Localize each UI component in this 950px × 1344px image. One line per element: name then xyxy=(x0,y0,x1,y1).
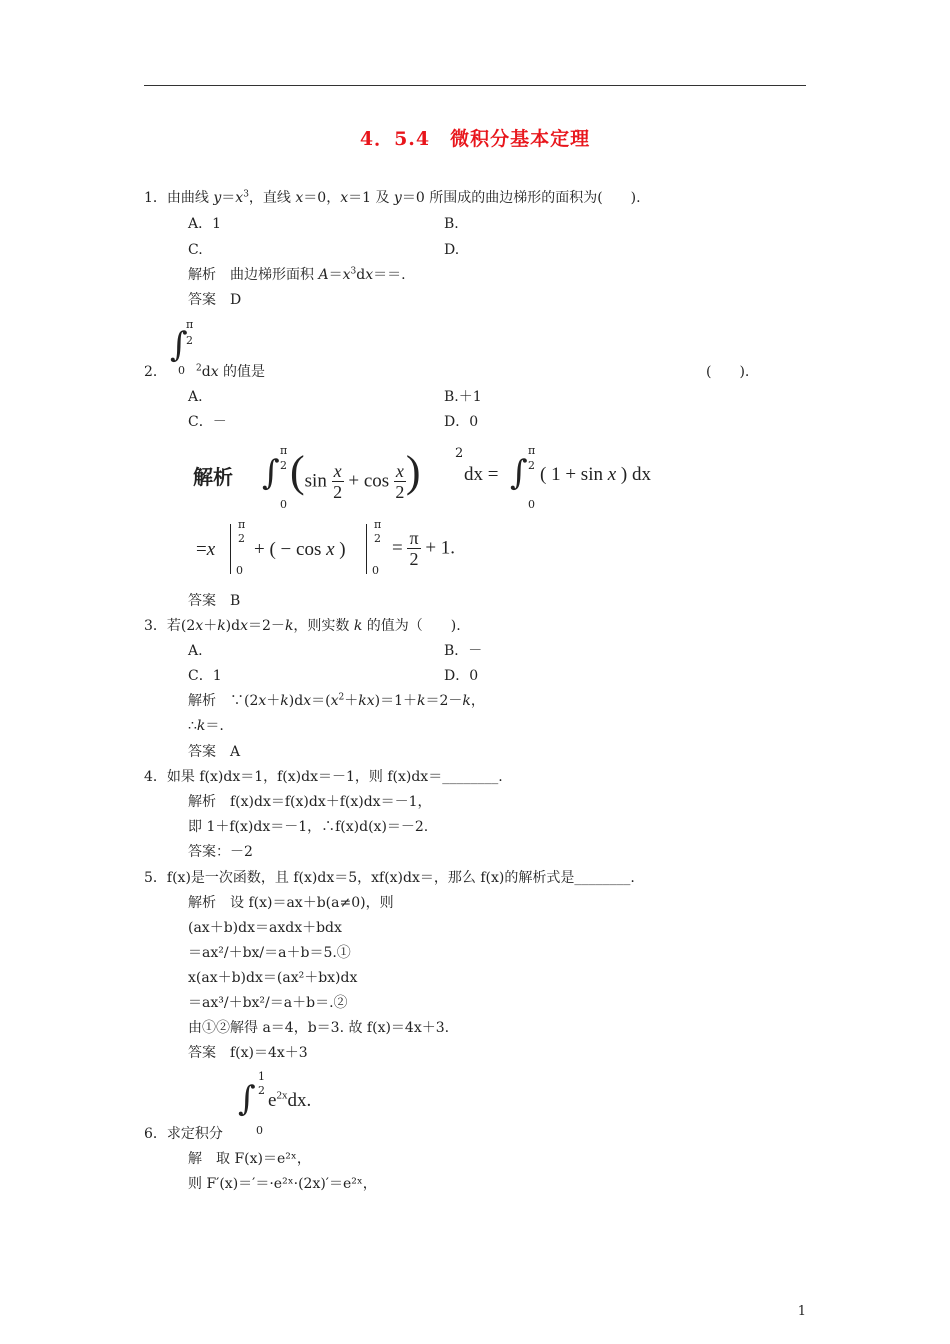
q3-option-b: B．－ xyxy=(444,643,483,659)
q2-square: 2 xyxy=(455,446,464,461)
q3-option-a: A. xyxy=(188,643,203,659)
q4-analysis-2: 即 1＋f(x)dx＝－1，∴f(x)d(x)＝－2. xyxy=(188,819,429,835)
q1-option-a: A．1 xyxy=(188,216,222,232)
q2-dx-1: dx = xyxy=(464,464,499,485)
q5-line-1: 解析 设 f(x)＝ax＋b(a≠0)，则 xyxy=(188,895,394,911)
q6-upper-num: 1 xyxy=(258,1070,265,1083)
q2-row2-middle: + ( − cos x ) xyxy=(254,539,346,560)
q2-lower-limit: 0 xyxy=(178,364,185,377)
q3-answer: 答案 A xyxy=(188,744,241,760)
q1-analysis: 解析 曲边梯形面积 $A=x^3dx==$. xyxy=(188,266,406,283)
q5-answer: 答案 f(x)＝4x＋3 xyxy=(188,1045,308,1061)
q2-analysis-integral-1: ∫ xyxy=(262,453,280,493)
q2-option-d: D．0 xyxy=(444,414,479,430)
q2-number: 2． xyxy=(144,364,167,380)
q2-stem: $^2$dx 的值是 xyxy=(196,363,266,380)
q3-analysis: 解析 $\because(2x+k)dx=(x^2+kx)=1+k=2-k$， xyxy=(188,692,485,709)
q2-r2-upper-2: π xyxy=(374,518,382,531)
q2-upper-limit: π xyxy=(186,318,194,331)
q3-therefore: ∴k＝. xyxy=(188,718,224,734)
q6-stem: 6．求定积分 xyxy=(144,1126,223,1142)
q1-answer: 答案 D xyxy=(188,292,242,308)
q4-analysis-1: 解析 f(x)dx＝f(x)dx＋f(x)dx＝－1， xyxy=(188,794,432,810)
q6-integral-sign: ∫ xyxy=(238,1079,256,1119)
q2-a-upper-1: π xyxy=(280,444,288,457)
page-title: 4．5.4 微积分基本定理 xyxy=(359,128,591,150)
q1-option-c: C. xyxy=(188,242,203,258)
q2-answer: 答案 B xyxy=(188,593,241,609)
q5-line-4: x(ax＋b)dx＝(ax²＋bx)dx xyxy=(188,970,358,986)
q1-option-b: B. xyxy=(444,216,459,232)
q2-row2-start: =x xyxy=(196,539,216,560)
q6-line-2: 则 F′(x)＝′＝·e²ˣ·(2x)′＝e²ˣ， xyxy=(188,1176,377,1192)
q5-line-6: 由①②解得 a＝4，b＝3. 故 f(x)＝4x＋3. xyxy=(188,1020,450,1036)
q2-paren: ( ). xyxy=(706,364,750,380)
q2-r2-upper-den-1: 2 xyxy=(238,532,245,545)
q2-r2-lower-1: 0 xyxy=(236,564,243,577)
q4-answer: 答案：－2 xyxy=(188,844,253,860)
q2-row2-result: = $\frac{\pi}{2}$ + 1. xyxy=(392,528,456,569)
q2-a-upper-den-1: 2 xyxy=(280,459,287,472)
q4-stem: 4．如果 f(x)dx＝1，f(x)dx＝－1，则 f(x)dx＝________. xyxy=(144,769,503,785)
q2-a-upper-den-2: 2 xyxy=(528,459,535,472)
q6-integrand: $e^{2x}dx$. xyxy=(268,1089,312,1111)
q5-line-2: (ax＋b)dx＝axdx＋bdx xyxy=(188,920,342,936)
q2-a-lower-2: 0 xyxy=(528,498,535,511)
q2-option-c: C．－ xyxy=(188,414,227,430)
q2-jiexi-label: 解析 xyxy=(193,465,233,489)
q2-option-a: A. xyxy=(188,389,203,405)
q5-line-3: ＝ax²/＋bx/＝a＋b＝5.① xyxy=(188,945,351,961)
q2-a-upper-2: π xyxy=(528,444,536,457)
q2-r2-upper-1: π xyxy=(238,518,246,531)
q2-a-lower-1: 0 xyxy=(280,498,287,511)
q2-eval-bar-1 xyxy=(230,524,231,574)
q2-eval-bar-2 xyxy=(366,524,367,574)
q2-analysis-integral-2: ∫ xyxy=(510,453,528,493)
q2-upper-limit-den: 2 xyxy=(186,334,193,347)
q1-stem: 1．由曲线 $y=x^3$，直线 x＝0，x＝1 及 y＝0 所围成的曲边梯形的面积为( ). xyxy=(144,189,641,206)
page-number: 1 xyxy=(797,1304,806,1319)
q5-stem: 5．f(x)是一次函数，且 f(x)dx＝5，xf(x)dx＝，那么 f(x)的解析式是________. xyxy=(144,870,635,886)
q2-r2-lower-2: 0 xyxy=(372,564,379,577)
q1-option-d: D. xyxy=(444,242,460,258)
q6-upper-den: 2 xyxy=(258,1084,265,1097)
q3-option-d: D．0 xyxy=(444,668,479,684)
q5-line-5: ＝ax³/＋bx²/＝a＋b＝.② xyxy=(188,995,348,1011)
q6-lower: 0 xyxy=(256,1124,263,1137)
q2-analysis-bracket-expr: (sin $\frac{x}{2}$ + cos $\frac{x}{2}$ ) xyxy=(290,447,421,503)
q6-line-1: 解 取 F(x)＝e²ˣ， xyxy=(188,1151,311,1167)
q3-option-c: C．1 xyxy=(188,668,222,684)
q2-option-b: B.＋1 xyxy=(444,389,482,405)
q2-r2-upper-den-2: 2 xyxy=(374,532,381,545)
q3-stem: 3．若(2x＋k)dx＝2－k，则实数 k 的值为（ ). xyxy=(144,618,461,634)
q2-integral-sign: ∫ xyxy=(170,325,188,365)
header-rule xyxy=(144,85,806,86)
q2-analysis-rhs-1: ( 1 + sin x ) dx xyxy=(540,464,651,485)
